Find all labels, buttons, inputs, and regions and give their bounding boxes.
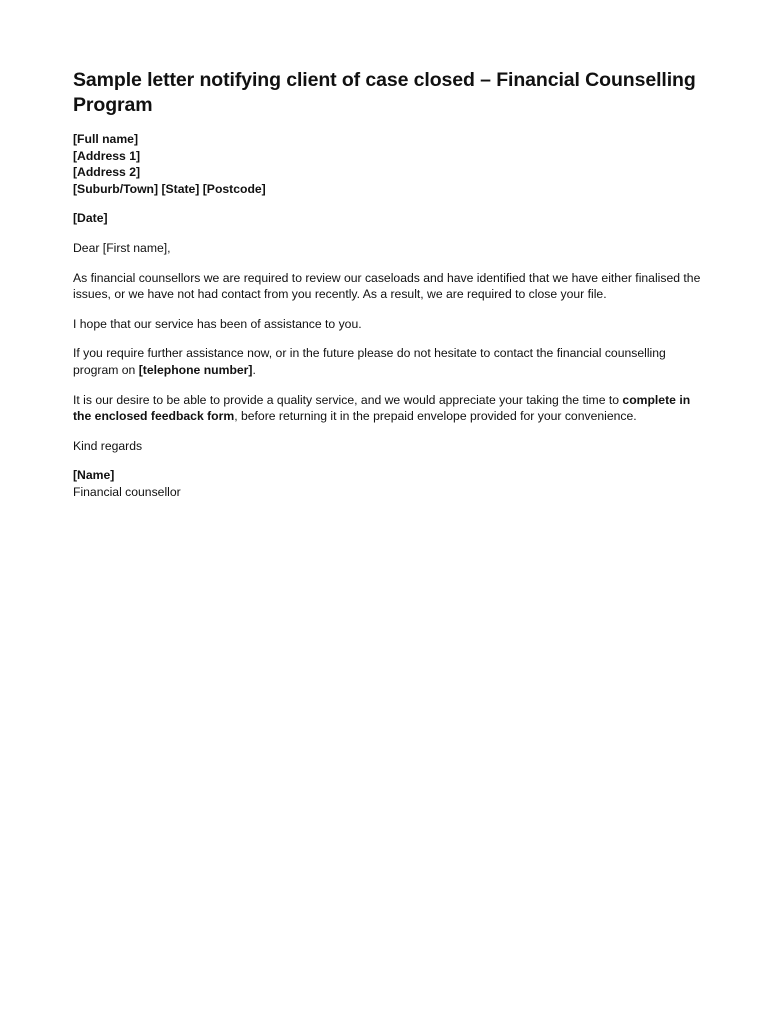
signature-block <box>73 467 703 500</box>
recipient-full-name: [Full name] <box>73 132 139 146</box>
letter-date: [Date] <box>73 211 108 226</box>
recipient-address-1: [Address 1] <box>73 148 141 163</box>
paragraph-contact <box>73 345 703 378</box>
recipient-address-2: [Address 2] <box>73 165 141 180</box>
feedback-text-after: , before returning it in the prepaid envelope provided for your convenience. <box>234 409 637 424</box>
letter-title: Sample letter notifying client of case closed – Financial Counselling Program <box>73 69 696 116</box>
paragraph-feedback <box>73 392 703 425</box>
signature-role: Financial counsellor <box>73 484 181 499</box>
feedback-text-before: It is our desire to be able to provide a quality service, and we would appreciate your taking the time to <box>73 392 623 407</box>
paragraph-assistance: I hope that our service has been of assistance to you. <box>73 316 362 331</box>
contact-text: If you require further assistance now, or in the future please do not hesitate to contact the financial counselling program on <box>73 346 666 377</box>
feedback-form-emphasis: complete in the enclosed feedback form <box>73 392 691 424</box>
letter-page <box>73 68 703 514</box>
telephone-number-placeholder: [telephone number] <box>138 362 253 377</box>
contact-text-end: . <box>252 362 256 377</box>
signature-name: [Name] <box>73 468 115 483</box>
salutation: Dear [First name], <box>73 240 171 255</box>
paragraph-case-review: As financial counsellors we are required to review our caseloads and have identified that we have either finalised the issues, or we have not had contact from you recently. As a result, we are required to close your file. <box>73 270 701 302</box>
recipient-suburb-state-postcode: [Suburb/Town] [State] [Postcode] <box>73 181 266 196</box>
closing: Kind regards <box>73 438 143 453</box>
recipient-address-block <box>73 131 703 197</box>
